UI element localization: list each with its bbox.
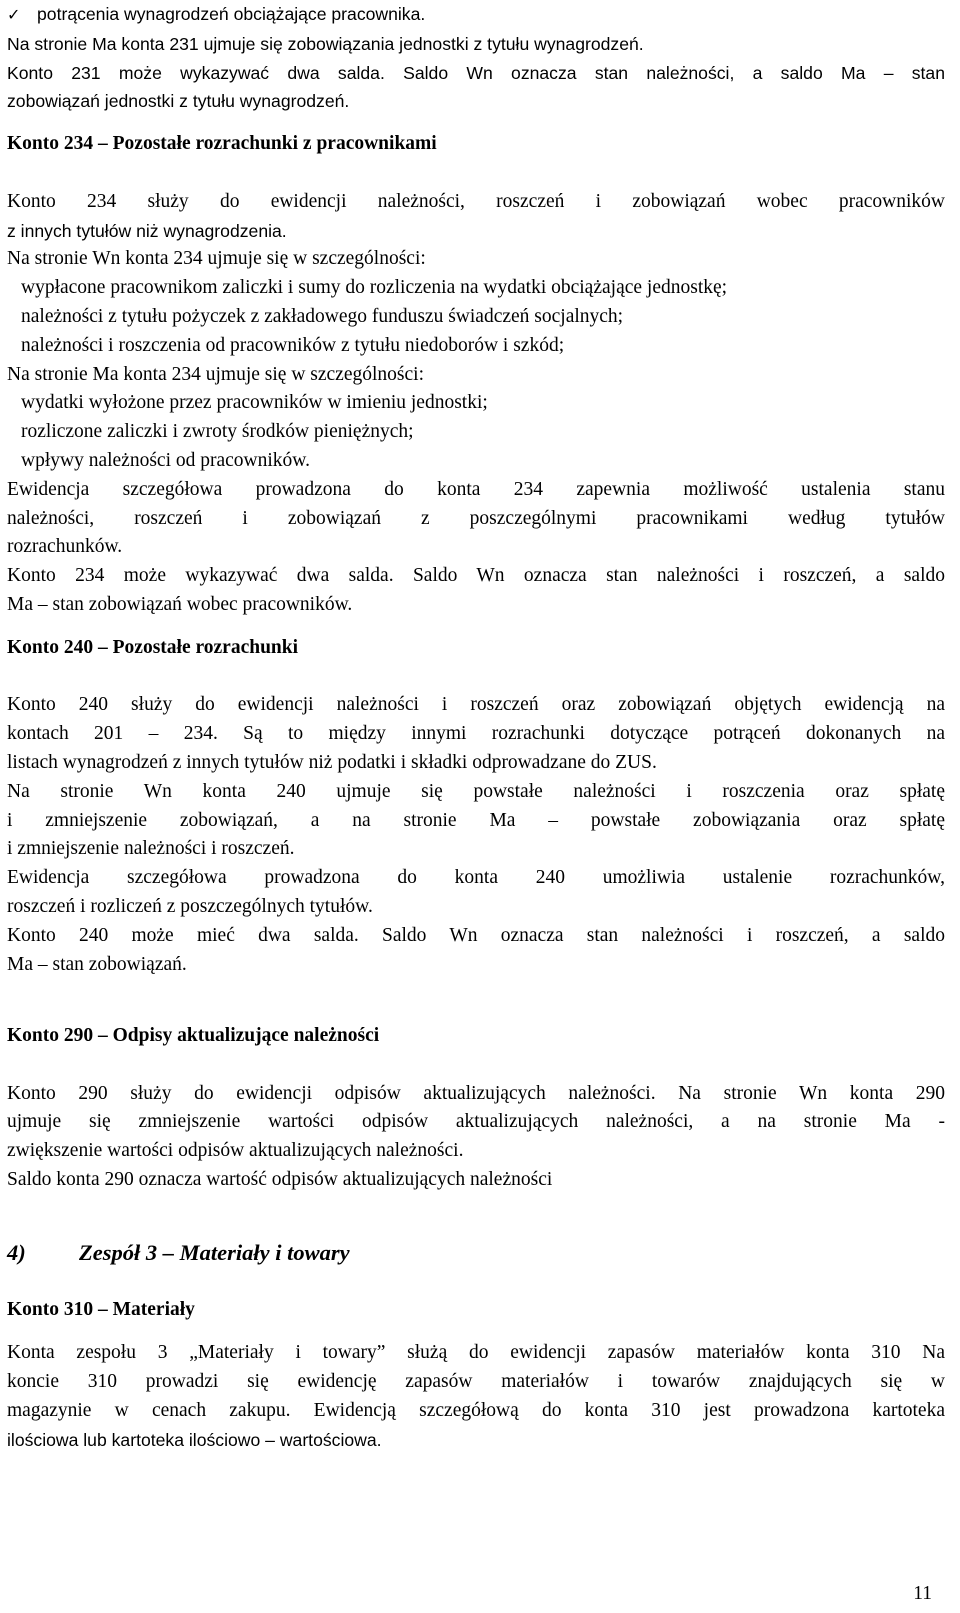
heading-konto-234: Konto 234 – Pozostałe rozrachunki z pracownikami xyxy=(7,133,437,155)
paragraph-line: Konto 290 służy do ewidencji odpisów aktualizujących należności. Na stronie Wn konta 290 xyxy=(7,1082,945,1104)
list-item: wypłacone pracownikom zaliczki i sumy do rozliczenia na wydatki obciążające jednostkę; xyxy=(21,277,728,299)
list-item: wpływy należności od pracowników. xyxy=(21,449,310,471)
list-item: należności z tytułu pożyczek z zakładowego funduszu świadczeń socjalnych; xyxy=(21,305,624,327)
paragraph-line: Na stronie Wn konta 240 ujmuje się powstałe należności i roszczenia oraz spłatę xyxy=(7,780,945,802)
paragraph-line: listach wynagrodzeń z innych tytułów niż podatki i składki odprowadzane do ZUS. xyxy=(7,751,657,773)
paragraph-line: Ma – stan zobowiązań wobec pracowników. xyxy=(7,593,353,615)
list-intro: Na stronie Ma konta 234 ujmuje się w szczególności: xyxy=(7,363,424,385)
paragraph-line: z innych tytułów niż wynagrodzenia. xyxy=(7,220,287,241)
section-title: Zespół 3 – Materiały i towary xyxy=(79,1239,350,1265)
paragraph-line: Konto 231 może wykazywać dwa salda. Saldo Wn oznacza stan należności, a saldo Ma – stan xyxy=(7,62,945,83)
paragraph-line: Konta zespołu 3 „Materiały i towary” służą do ewidencji zapasów materiałów konta 310 Na xyxy=(7,1342,945,1364)
paragraph-line: ilościowa lub kartoteka ilościowo – wartościowa. xyxy=(7,1429,382,1450)
paragraph-line: Ewidencja szczegółowa prowadzona do konta 240 umożliwia ustalenie rozrachunków, xyxy=(7,867,945,889)
paragraph-line: kontach 201 – 234. Są to między innymi rozrachunki dotyczące potrąceń dokonanych na xyxy=(7,723,945,745)
paragraph-line: koncie 310 prowadzi się ewidencję zapasów materiałów i towarów znajdujących się w xyxy=(7,1371,945,1393)
paragraph-line: Saldo konta 290 oznacza wartość odpisów aktualizujących należności xyxy=(7,1169,553,1191)
bullet-text: potrącenia wynagrodzeń obciążające pracownika. xyxy=(37,4,426,24)
paragraph-line: Konto 234 służy do ewidencji należności, roszczeń i zobowiązań wobec pracowników xyxy=(7,190,945,212)
section-heading-zespol-3 xyxy=(7,1238,945,1268)
paragraph-line: i zmniejszenie zobowiązań, a na stronie Ma – powstałe zobowiązania oraz spłatę xyxy=(7,809,945,831)
list-item: rozliczone zaliczki i zwroty środków pieniężnych; xyxy=(21,421,414,443)
document-page xyxy=(7,0,945,1454)
paragraph-line: ujmuje się zmniejszenie wartości odpisów aktualizujących należności, a na stronie Ma - xyxy=(7,1111,945,1133)
paragraph-line: Ma – stan zobowiązań. xyxy=(7,953,187,975)
paragraph-line: i zmniejszenie należności i roszczeń. xyxy=(7,838,295,860)
page-number: 11 xyxy=(913,1583,932,1604)
paragraph-line: Konto 240 może mieć dwa salda. Saldo Wn oznacza stan należności i roszczeń, a saldo xyxy=(7,924,945,946)
paragraph-line: zwiększenie wartości odpisów aktualizujących należności. xyxy=(7,1140,464,1162)
paragraph-line: Na stronie Ma konta 231 ujmuje się zobowiązania jednostki z tytułu wynagrodzeń. xyxy=(7,33,644,54)
paragraph-line: Konto 240 służy do ewidencji należności i roszczeń oraz zobowiązań objętych ewidencją na xyxy=(7,694,945,716)
list-intro: Na stronie Wn konta 234 ujmuje się w szczególności: xyxy=(7,248,426,270)
section-number: 4) xyxy=(7,1239,26,1265)
bullet-item xyxy=(7,0,945,30)
paragraph-line: rozrachunków. xyxy=(7,536,123,558)
heading-konto-310: Konto 310 – Materiały xyxy=(7,1299,195,1321)
paragraph-line: zobowiązań jednostki z tytułu wynagrodzeń. xyxy=(7,91,350,112)
paragraph-line: roszczeń i rozliczeń z poszczególnych tytułów. xyxy=(7,895,373,917)
paragraph-line: Ewidencja szczegółowa prowadzona do konta 234 zapewnia możliwość ustalenia stanu xyxy=(7,478,945,500)
heading-konto-290: Konto 290 – Odpisy aktualizujące należności xyxy=(7,1025,380,1047)
heading-konto-240: Konto 240 – Pozostałe rozrachunki xyxy=(7,636,299,658)
paragraph-line: magazynie w cenach zakupu. Ewidencją szczegółową do konta 310 jest prowadzona kartoteka xyxy=(7,1399,945,1421)
list-item: wydatki wyłożone przez pracowników w imieniu jednostki; xyxy=(21,392,488,414)
list-item: należności i roszczenia od pracowników z tytułu niedoborów i szkód; xyxy=(21,334,565,356)
paragraph-line: Konto 234 może wykazywać dwa salda. Saldo Wn oznacza stan należności i roszczeń, a saldo xyxy=(7,565,945,587)
paragraph-line: należności, roszczeń i zobowiązań z poszczególnymi pracownikami według tytułów xyxy=(7,507,945,529)
checkmark-icon: ✓ xyxy=(7,5,21,24)
